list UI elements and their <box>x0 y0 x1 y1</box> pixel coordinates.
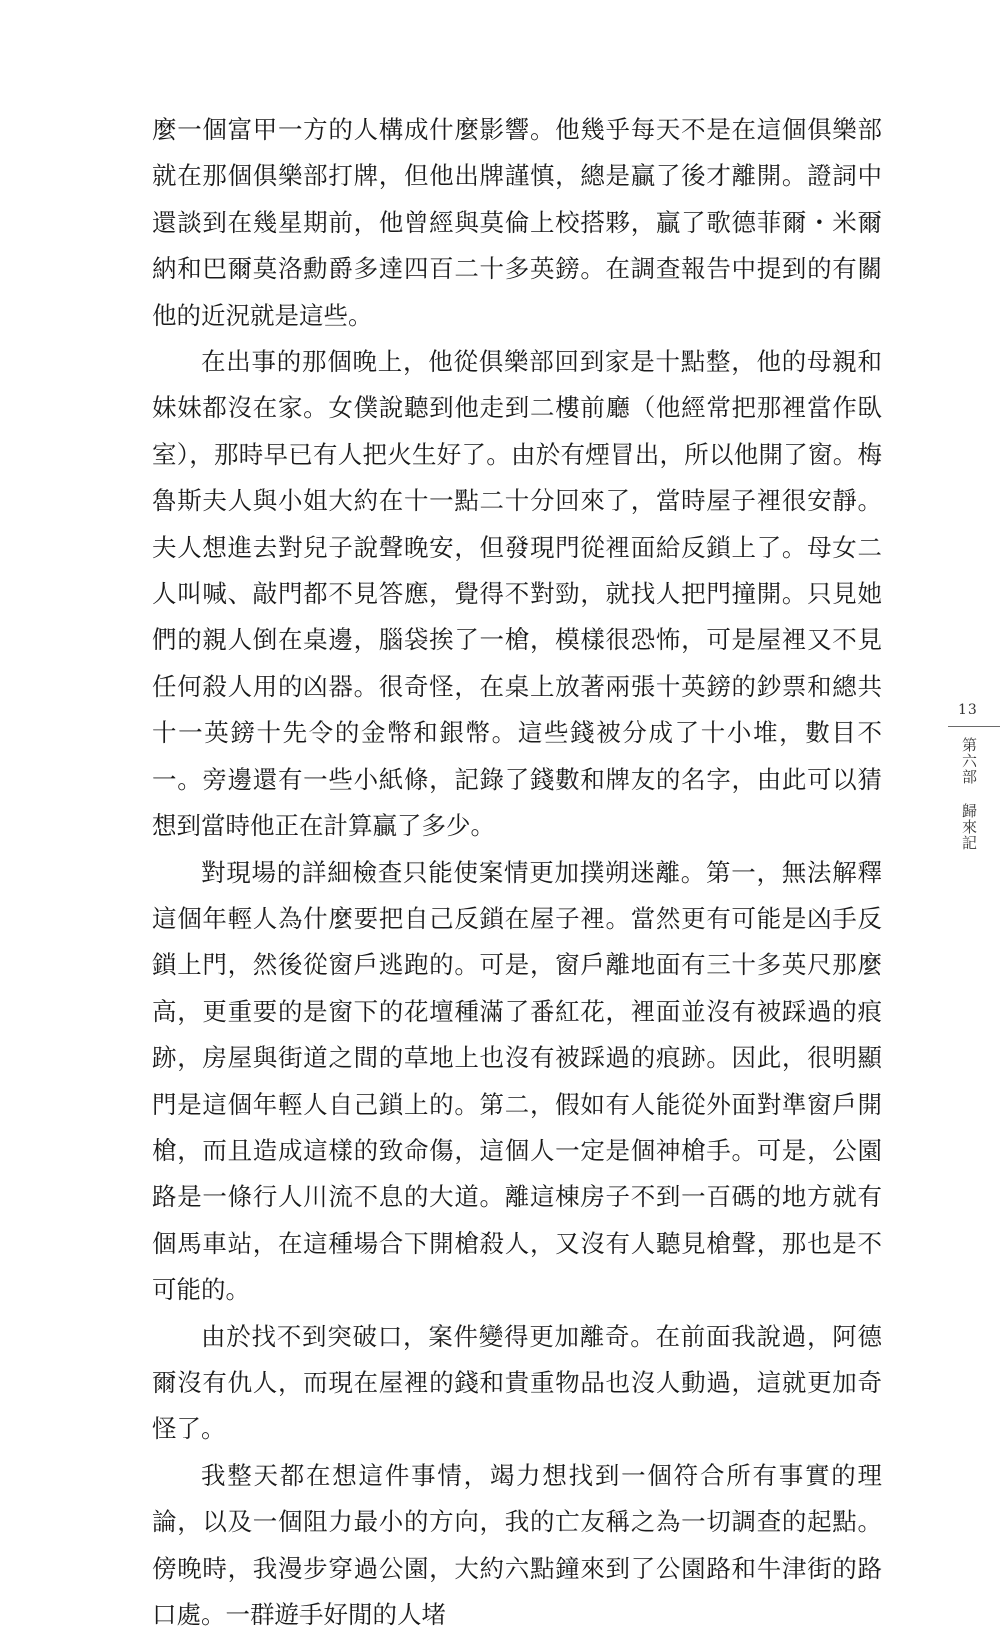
paragraph-2: 在出事的那個晚上，他從俱樂部回到家是十點整，他的母親和妹妹都沒在家。女僕說聽到他走到二樓前廳（他經常把那裡當作臥室），那時早已有人把火生好了。由於有煙冒出，所以他開了窗。梅魯斯夫人與小姐大約在十一點二十分回來了，當時屋子裡很安靜。夫人想進去對兒子說聲晚安，但發現門從裡面給反鎖上了。母女二人叫喊、敲門都不見答應，覺得不對勁，就找人把門撞開。只見她們的親人倒在桌邊，腦袋挨了一槍，模樣很恐怖，可是屋裡又不見任何殺人用的凶器。很奇怪，在桌上放著兩張十英鎊的鈔票和總共十一英鎊十先令的金幣和銀幣。這些錢被分成了十小堆，數目不一。旁邊還有一些小紙條，記錄了錢數和牌友的名字，由此可以猜想到當時他正在計算贏了多少。 <box>152 347 882 841</box>
body-text <box>152 107 882 1638</box>
paragraph-1: 麼一個富甲一方的人構成什麼影響。他幾乎每天不是在這個俱樂部就在那個俱樂部打牌，但他出牌謹慎，總是贏了後才離開。證詞中還談到在幾星期前，他曾經與莫倫上校搭夥，贏了歌德菲爾・米爾納和巴爾莫洛勳爵多達四百二十多英鎊。在調查報告中提到的有關他的近況就是這些。 <box>152 115 882 330</box>
side-divider <box>948 726 1000 727</box>
book-title: 歸來記 <box>960 803 978 851</box>
paragraph-3: 對現場的詳細檢查只能使案情更加撲朔迷離。第一，無法解釋這個年輕人為什麼要把自己反鎖在屋子裡。當然更有可能是凶手反鎖上門，然後從窗戶逃跑的。可是，窗戶離地面有三十多英尺那麼高，更重要的是窗下的花壇種滿了番紅花，裡面並沒有被踩過的痕跡，房屋與街道之間的草地上也沒有被踩過的痕跡。因此，很明顯門是這個年輕人自己鎖上的。第二，假如有人能從外面對準窗戶開槍，而且造成這樣的致命傷，這個人一定是個神槍手。可是，公園路是一條行人川流不息的大道。離這棟房子不到一百碼的地方就有個馬車站，在這種場合下開槍殺人，又沒有人聽見槍聲，那也是不可能的。 <box>152 857 882 1305</box>
side-running-head <box>948 700 1000 851</box>
page-number: 13 <box>958 702 978 718</box>
paragraph-4: 由於找不到突破口，案件變得更加離奇。在前面我說過，阿德爾沒有仇人，而現在屋裡的錢和貴重物品也沒人動過，這就更加奇怪了。 <box>152 1321 882 1444</box>
part-label: 第六部 <box>960 737 978 785</box>
paragraph-5: 我整天都在想這件事情，竭力想找到一個符合所有事實的理論，以及一個阻力最小的方向，我的亡友稱之為一切調查的起點。傍晚時，我漫步穿過公園，大約六點鐘來到了公園路和牛津街的路口處。一群遊手好閒的人堵 <box>152 1460 882 1629</box>
